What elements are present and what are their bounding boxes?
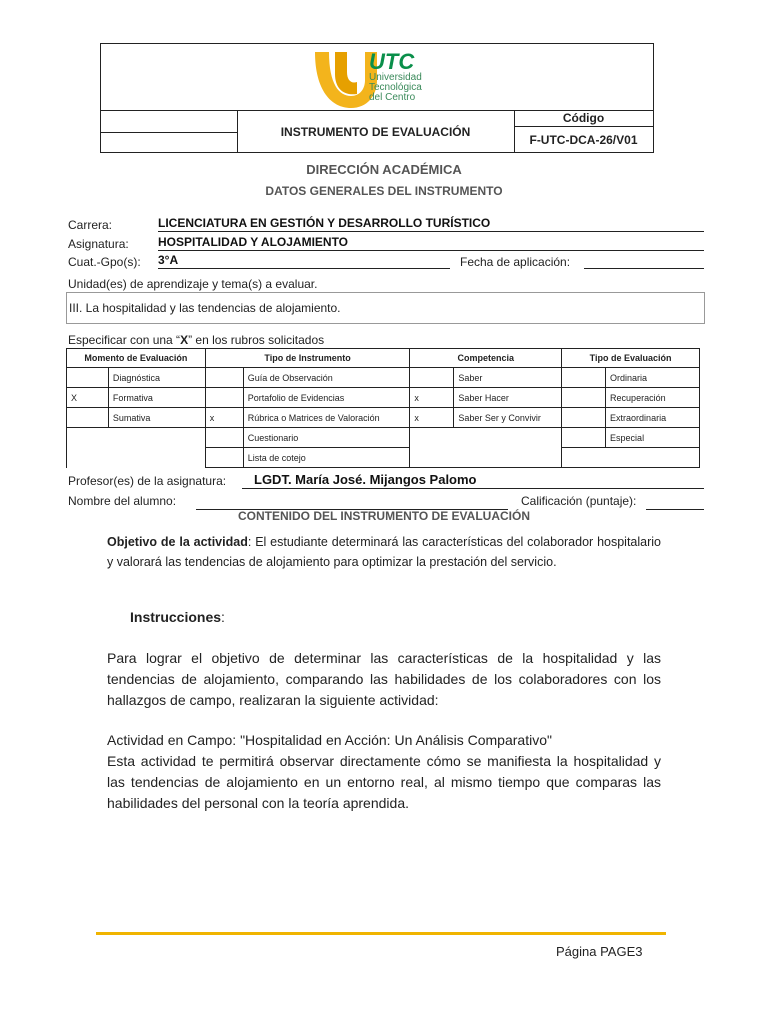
asignatura-value: HOSPITALIDAD Y ALOJAMIENTO xyxy=(158,235,704,251)
header-tipo: Tipo de Evaluación xyxy=(562,349,700,368)
table-row xyxy=(67,408,700,428)
page-number: Página PAGE3 xyxy=(556,944,643,959)
mark-cell[interactable] xyxy=(562,388,606,408)
contenido-heading: CONTENIDO DEL INSTRUMENTO DE EVALUACIÓN xyxy=(237,509,530,523)
instrumento-label: Guía de Observación xyxy=(243,368,410,388)
logo-brand: UTC xyxy=(369,49,415,74)
footer-line xyxy=(96,932,666,935)
header-instrumento: Tipo de Instrumento xyxy=(205,349,410,368)
instrucciones-paragraph: Para lograr el objetivo de determinar las características de la hospitalidad y las tendencias de alojamiento, comparando las habilidades de los colaboradores con los hallazgos de campo, realizaran la siguiente actividad: xyxy=(107,650,661,708)
mark-cell[interactable] xyxy=(562,408,606,428)
carrera-value: LICENCIATURA EN GESTIÓN Y DESARROLLO TURÍSTICO xyxy=(158,216,704,232)
empty-cell xyxy=(410,428,562,468)
actividad-text: Esta actividad te permitirá observar directamente cómo se manifiesta la hospitalidad y las tendencias de alojamiento en un entorno real, al mismo tiempo que comparas las habilidades del personal con la teoría aprendida. xyxy=(107,753,661,811)
mark-cell[interactable]: x xyxy=(205,408,243,428)
instrucciones-heading: Instrucciones: xyxy=(130,609,225,625)
tipo-label: Extraordinaria xyxy=(606,408,700,428)
code-value: F-UTC-DCA-26/V01 xyxy=(529,132,638,147)
asignatura-label: Asignatura: xyxy=(68,237,129,251)
cuat-label: Cuat.-Gpo(s): xyxy=(68,255,141,269)
code-label: Código xyxy=(562,111,605,125)
tipo-label: Especial xyxy=(606,428,700,448)
profesor-value: LGDT. María José. Mijangos Palomo xyxy=(242,472,704,489)
evaluation-table xyxy=(66,348,700,468)
actividad-title: Actividad en Campo: "Hospitalidad en Acción: Un Análisis Comparativo" xyxy=(107,732,552,748)
calificacion-field[interactable] xyxy=(646,494,704,510)
table-row xyxy=(67,388,700,408)
carrera-label: Carrera: xyxy=(68,218,113,232)
unidad-box xyxy=(66,292,705,324)
logo-name: Universidad Tecnológica del Centro xyxy=(369,72,422,103)
cuat-value: 3°A xyxy=(158,253,450,269)
table-row xyxy=(67,368,700,388)
instrumento-label: Portafolio de Evidencias xyxy=(243,388,410,408)
fecha-label: Fecha de aplicación: xyxy=(460,255,571,269)
calificacion-label: Calificación (puntaje): xyxy=(521,494,637,508)
direccion-heading: DIRECCIÓN ACADÉMICA xyxy=(306,162,462,177)
fecha-field[interactable] xyxy=(584,253,704,269)
unidad-label: Unidad(es) de aprendizaje y tema(s) a evaluar. xyxy=(68,277,318,291)
instrument-title: INSTRUMENTO DE EVALUACIÓN xyxy=(280,124,471,139)
mark-cell[interactable] xyxy=(67,408,109,428)
table-row xyxy=(67,428,700,448)
competencia-label: Saber Ser y Convivir xyxy=(454,408,562,428)
header-competencia: Competencia xyxy=(410,349,562,368)
tipo-label: Recuperación xyxy=(606,388,700,408)
alumno-field[interactable] xyxy=(196,494,508,510)
momento-label: Diagnóstica xyxy=(108,368,205,388)
mark-cell[interactable] xyxy=(205,388,243,408)
mark-cell[interactable] xyxy=(67,368,109,388)
mark-cell[interactable]: x xyxy=(410,388,454,408)
competencia-label: Saber Hacer xyxy=(454,388,562,408)
mark-cell[interactable]: x xyxy=(410,408,454,428)
profesor-label: Profesor(es) de la asignatura: xyxy=(68,474,227,488)
mark-cell[interactable] xyxy=(205,428,243,448)
unidad-value: III. La hospitalidad y las tendencias de alojamiento. xyxy=(69,301,341,315)
especificar-note: Especificar con una “X” en los rubros solicitados xyxy=(68,333,325,347)
objetivo-paragraph: Objetivo de la actividad: El estudiante determinará las características del colaborador hospitalario y valorará las tendencias de alojamiento para optimizar la prestación del servicio. xyxy=(107,535,662,569)
instrumento-label: Rúbrica o Matrices de Valoración xyxy=(243,408,410,428)
mark-cell[interactable] xyxy=(205,368,243,388)
mark-cell[interactable] xyxy=(562,368,606,388)
header-momento: Momento de Evaluación xyxy=(67,349,206,368)
momento-label: Sumativa xyxy=(108,408,205,428)
actividad-block xyxy=(107,730,661,814)
tipo-label: Ordinaria xyxy=(606,368,700,388)
alumno-label: Nombre del alumno: xyxy=(68,494,177,508)
header-box xyxy=(100,43,654,153)
empty-cell xyxy=(562,448,700,468)
empty-cell xyxy=(67,428,206,468)
mark-cell[interactable] xyxy=(562,428,606,448)
instrumento-label: Lista de cotejo xyxy=(243,448,410,468)
mark-cell[interactable]: X xyxy=(67,388,109,408)
competencia-label: Saber xyxy=(454,368,562,388)
instrumento-label: Cuestionario xyxy=(243,428,410,448)
mark-cell[interactable] xyxy=(205,448,243,468)
momento-label: Formativa xyxy=(108,388,205,408)
mark-cell[interactable] xyxy=(410,368,454,388)
table-header-row xyxy=(67,349,700,368)
datos-heading: DATOS GENERALES DEL INSTRUMENTO xyxy=(265,184,503,198)
